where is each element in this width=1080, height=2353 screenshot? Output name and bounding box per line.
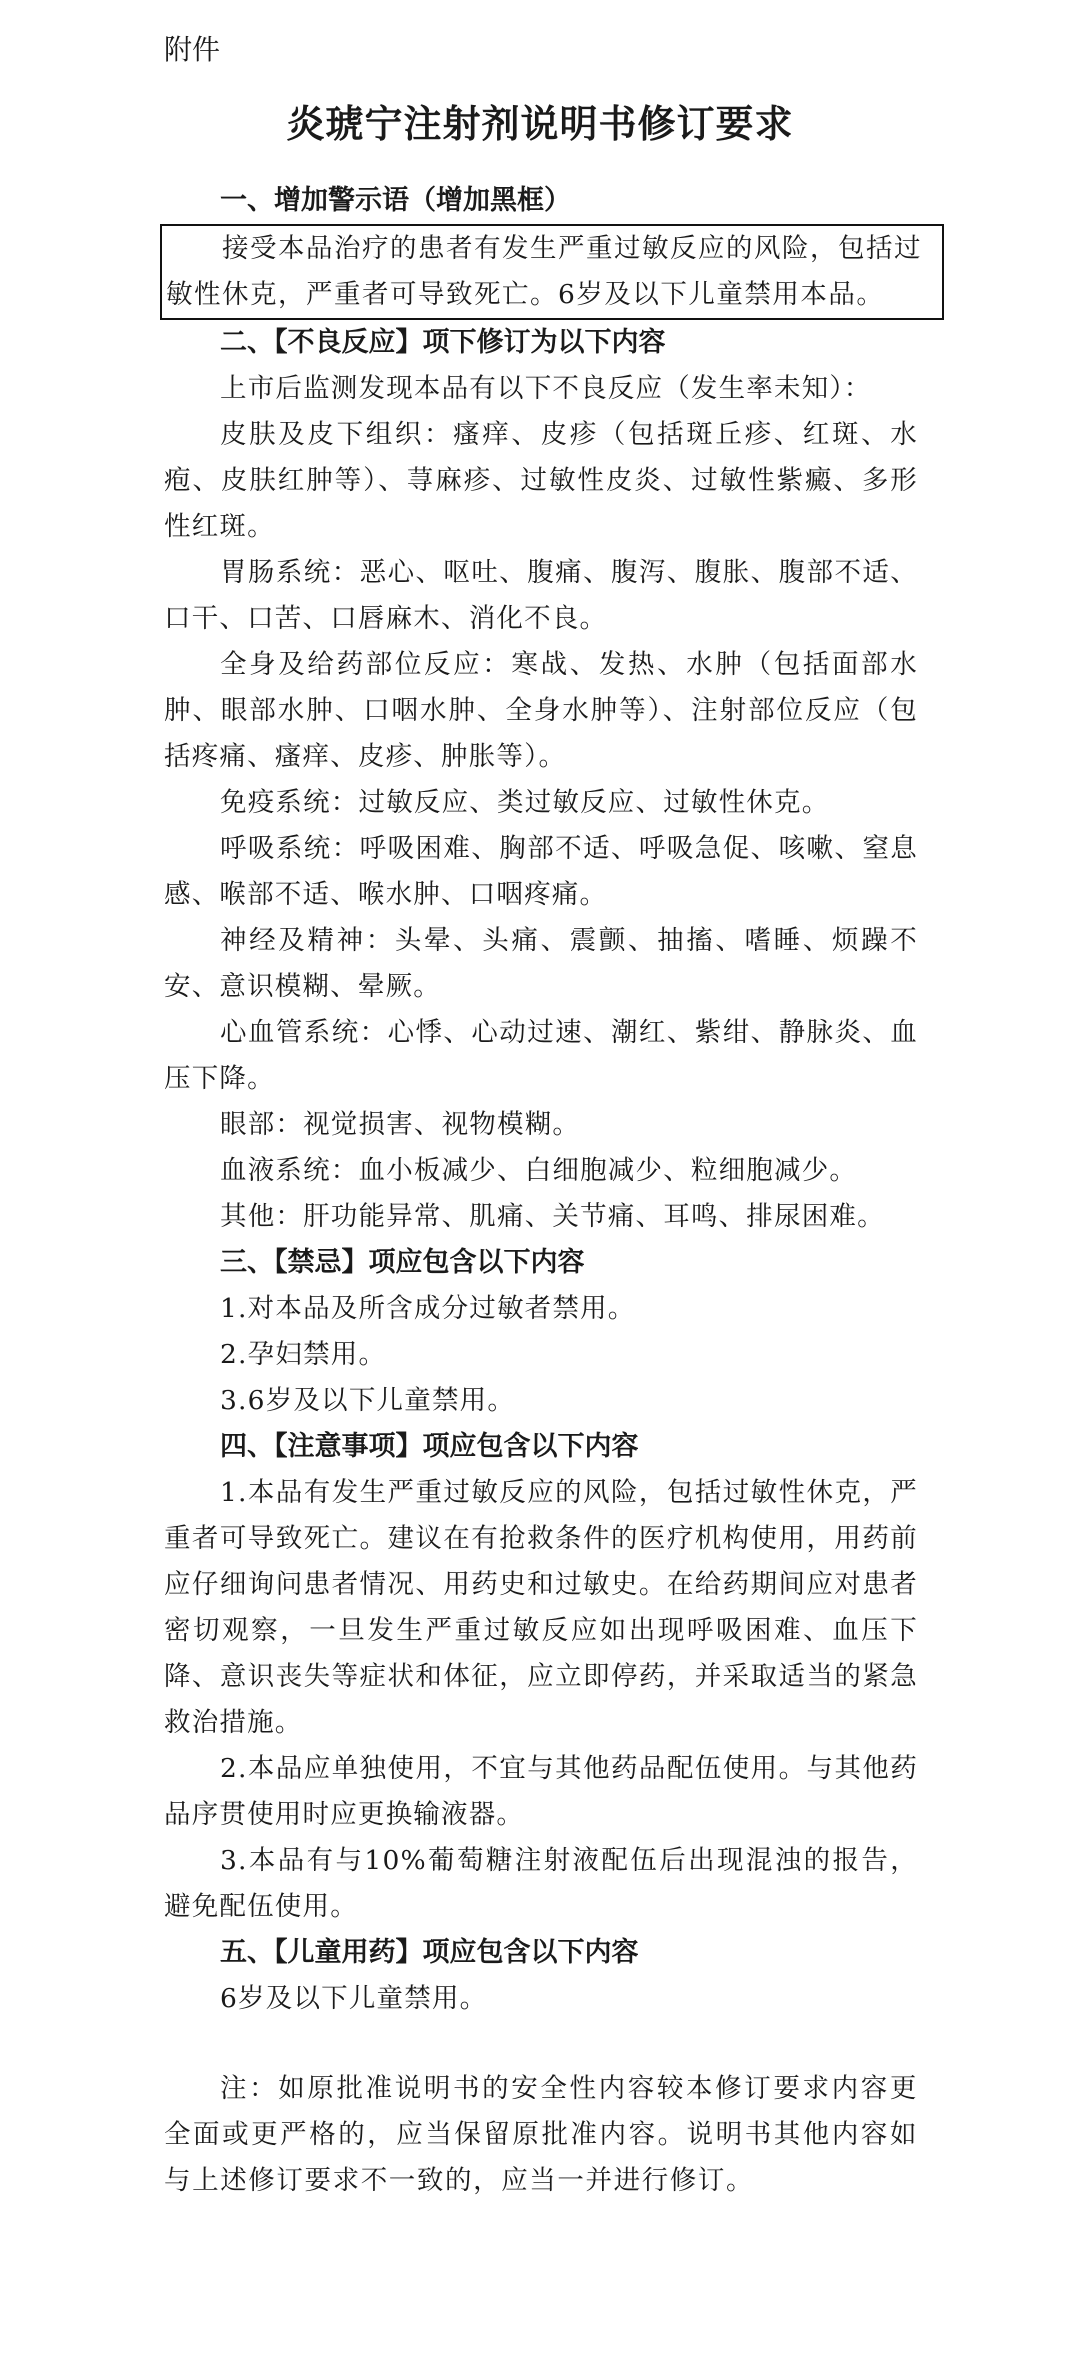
adverse-reactions-intro: 上市后监测发现本品有以下不良反应（发生率未知）： bbox=[220, 373, 872, 404]
adverse-reaction-other: 其他：肝功能异常、肌痛、关节痛、耳鸣、排尿困难。 bbox=[220, 1201, 885, 1232]
section-heading-warning: 一、增加警示语（增加黑框） bbox=[220, 185, 571, 216]
adverse-reaction-gastrointestinal: 胃肠系统：恶心、呕吐、腹痛、腹泻、腹胀、腹部不适、口干、口苦、口唇麻木、消化不良。 bbox=[164, 557, 918, 634]
note-block bbox=[164, 2066, 918, 2204]
section-heading-adverse-reactions: 二、【不良反应】项下修订为以下内容 bbox=[220, 327, 666, 358]
section-heading-precautions: 四、【注意事项】项应包含以下内容 bbox=[220, 1431, 639, 1462]
precaution-item: 1.本品有发生严重过敏反应的风险，包括过敏性休克，严重者可导致死亡。建议在有抢救条件的医疗机构使用，用药前应仔细询问患者情况、用药史和过敏史。在给药期间应对患者密切观察，一旦发生严重过敏反应如出现呼吸困难、血压下降、意识丧失等症状和体征，应立即停药，并采取适当的紧急救治措施。 bbox=[164, 1477, 918, 1738]
adverse-reaction-eye: 眼部：视觉损害、视物模糊。 bbox=[220, 1109, 581, 1140]
adverse-reaction-blood: 血液系统：血小板减少、白细胞减少、粒细胞减少。 bbox=[220, 1155, 858, 1186]
section-heading-pediatric-use: 五、【儿童用药】项应包含以下内容 bbox=[220, 1937, 639, 1968]
adverse-reaction-cardiovascular: 心血管系统：心悸、心动过速、潮红、紫绀、静脉炎、血压下降。 bbox=[164, 1017, 918, 1094]
contraindication-item: 3.6岁及以下儿童禁用。 bbox=[220, 1385, 516, 1416]
note-text: 注：如原批准说明书的安全性内容较本修订要求内容更全面或更严格的，应当保留原批准内容。说明书其他内容如与上述修订要求不一致的，应当一并进行修订。 bbox=[164, 2073, 918, 2196]
section-heading-contraindications: 三、【禁忌】项应包含以下内容 bbox=[220, 1247, 585, 1278]
document-title: 炎琥宁注射剂说明书修订要求 bbox=[286, 102, 794, 146]
adverse-reaction-skin: 皮肤及皮下组织：瘙痒、皮疹（包括斑丘疹、红斑、水疱、皮肤红肿等）、荨麻疹、过敏性皮炎、过敏性紫癜、多形性红斑。 bbox=[164, 419, 918, 542]
adverse-reaction-neurological: 神经及精神：头晕、头痛、震颤、抽搐、嗜睡、烦躁不安、意识模糊、晕厥。 bbox=[164, 925, 918, 1002]
pediatric-use-text: 6岁及以下儿童禁用。 bbox=[220, 1983, 488, 2014]
precaution-item: 3.本品有与10%葡萄糖注射液配伍后出现混浊的报告，避免配伍使用。 bbox=[164, 1845, 918, 1922]
adverse-reaction-immune: 免疫系统：过敏反应、类过敏反应、过敏性休克。 bbox=[220, 787, 830, 818]
document-body bbox=[164, 178, 922, 2204]
contraindication-item: 1.对本品及所含成分过敏者禁用。 bbox=[220, 1293, 636, 1324]
precaution-item: 2.本品应单独使用，不宜与其他药品配伍使用。与其他药品序贯使用时应更换输液器。 bbox=[164, 1753, 918, 1830]
adverse-reaction-systemic: 全身及给药部位反应：寒战、发热、水肿（包括面部水肿、眼部水肿、口咽水肿、全身水肿等）、注射部位反应（包括疼痛、瘙痒、皮疹、肿胀等）。 bbox=[164, 649, 918, 772]
spacer bbox=[164, 2022, 918, 2066]
attachment-label: 附件 bbox=[164, 33, 221, 66]
contraindication-item: 2.孕妇禁用。 bbox=[220, 1339, 387, 1370]
warning-text: 接受本品治疗的患者有发生严重过敏反应的风险，包括过敏性休克，严重者可导致死亡。6岁及以下儿童禁用本品。 bbox=[166, 233, 922, 310]
black-box-warning bbox=[160, 224, 944, 320]
adverse-reaction-respiratory: 呼吸系统：呼吸困难、胸部不适、呼吸急促、咳嗽、窒息感、喉部不适、喉水肿、口咽疼痛。 bbox=[164, 833, 918, 910]
